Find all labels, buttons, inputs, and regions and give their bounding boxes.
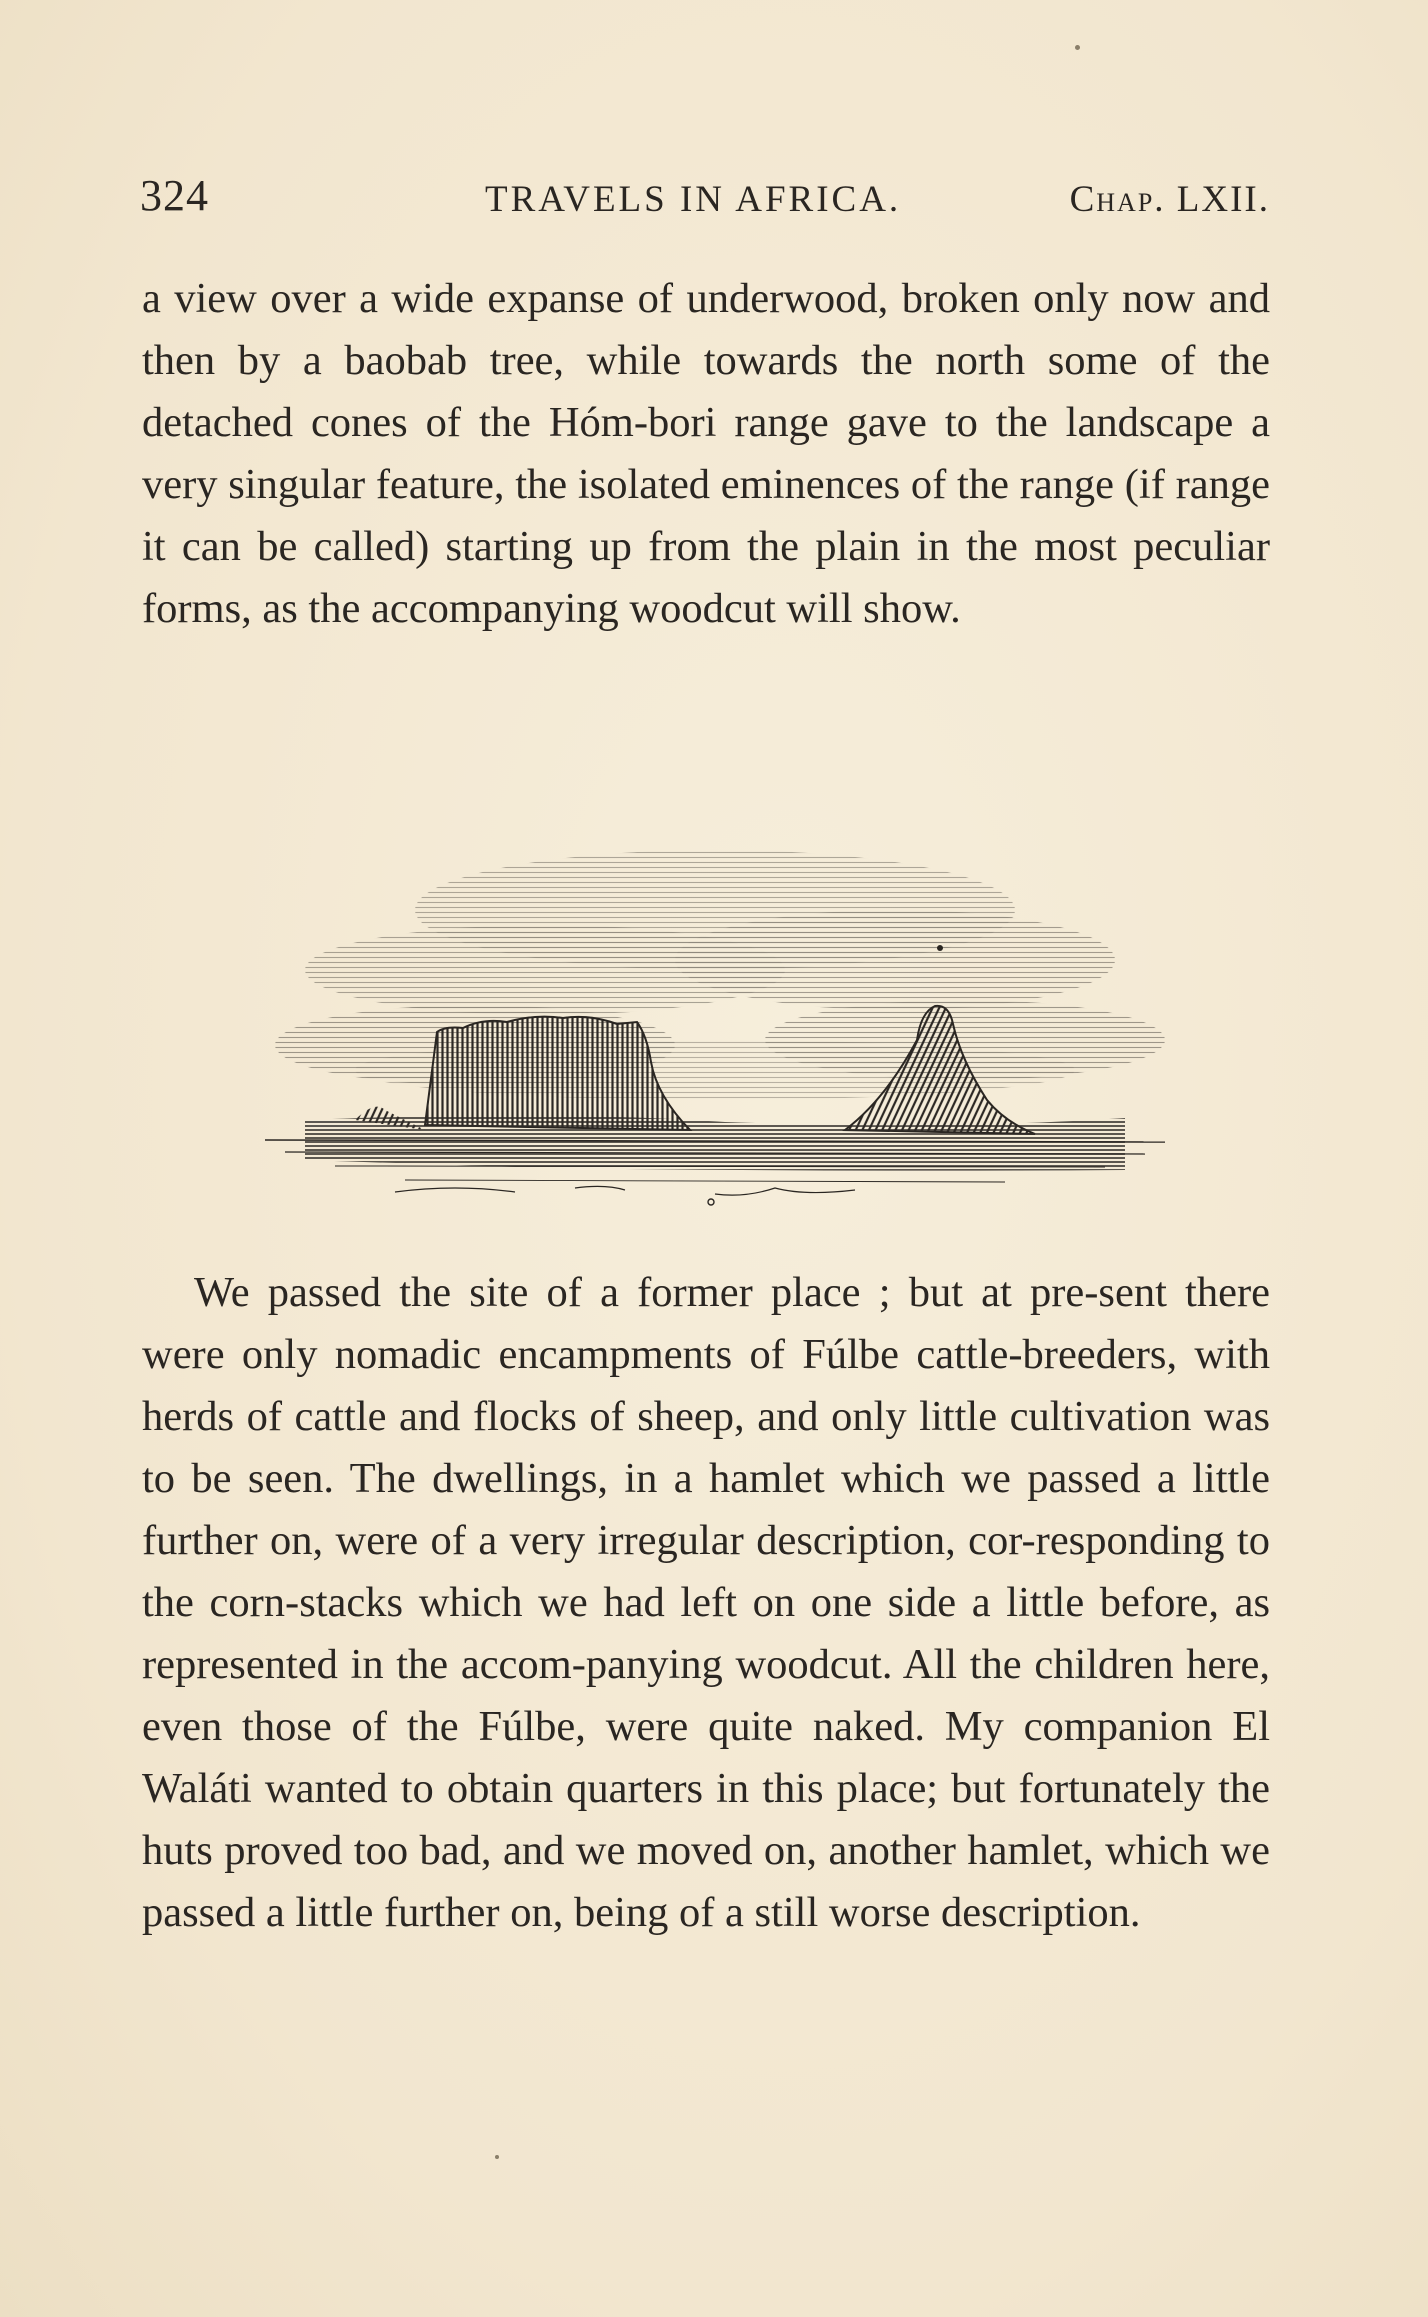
paper-speck	[1075, 45, 1080, 50]
paragraph-1: a view over a wide expanse of underwood, broken only now and then by a baobab tree, while towards the north some of the detached cones of the Hóm-bori range gave to the landscape a very singular feature, the isolated eminences of the range (if range it can be called) starting up from the plain in the most peculiar forms, as the accompanying woodcut will show.	[142, 275, 1270, 632]
sky-hatching	[275, 850, 1165, 1100]
running-header	[140, 170, 1270, 230]
plain-ground	[265, 1115, 1165, 1205]
chapter-label: Chap. LXII.	[1069, 179, 1270, 220]
page-number: 324	[140, 171, 209, 220]
sky-speck	[937, 945, 943, 951]
paper-speck	[495, 2155, 499, 2159]
paragraph-2: We passed the site of a former place ; but at pre-sent there were only nomadic encampments of Fúlbe cattle-breeders, with herds of cattle and flocks of sheep, and only little cultivation was to be seen. The dwellings, in a hamlet which we passed a little further on, were of a very irregular description, cor-responding to the corn-stacks which we had left on one side a little before, as represented in the accom-panying woodcut. All the children here, even those of the Fúlbe, were quite naked. My companion El Waláti wanted to obtain quarters in this place; but fortunately the huts proved too bad, and we moved on, another hamlet, which we passed a little further on, being of a still worse description.	[142, 1269, 1270, 1936]
running-title: TRAVELS IN AFRICA.	[485, 179, 902, 220]
woodcut-illustration	[245, 800, 1190, 1220]
